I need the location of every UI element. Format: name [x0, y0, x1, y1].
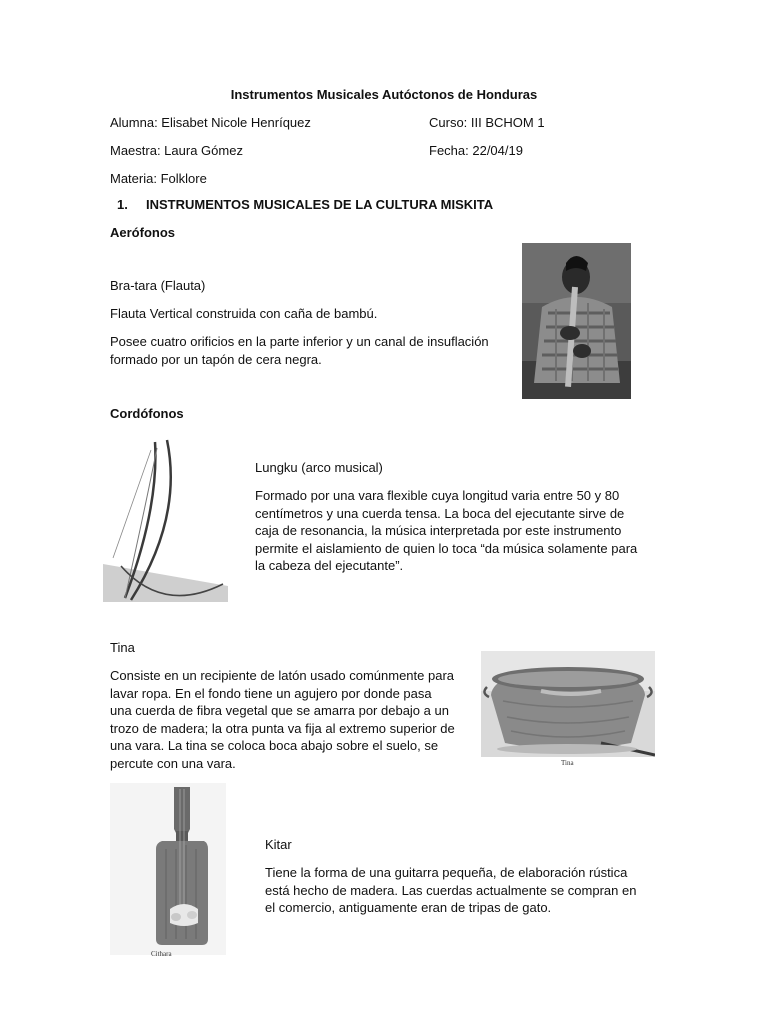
tina-desc: Consiste en un recipiente de latón usado comúnmente para lavar ropa. En el fondo tiene un agujero por donde pasa una cuerda de fibra vegetal que se amarra por debajo a un trozo de madera; la otra punta va fija al extremo superior de una vara. La tina se coloca boca abajo sobre el suelo, se percute con una vara. [110, 668, 455, 771]
tina-photo [481, 651, 655, 757]
student-name: Alumna: Elisabet Nicole Henríquez [110, 115, 311, 130]
lungku-bow-photo [103, 438, 228, 602]
tina-name: Tina [110, 640, 135, 655]
teacher-name: Maestra: Laura Gómez [110, 143, 243, 158]
kitar-desc: Tiene la forma de una guitarra pequeña, de elaboración rústica está hecho de madera. Las cuerdas actualmente se compran en el comercio, antiguamente eran de tripas de gato. [265, 865, 637, 915]
page-title: Instrumentos Musicales Autóctonos de Honduras [230, 87, 538, 102]
subject-label: Materia: Folklore [110, 171, 207, 186]
section-heading: INSTRUMENTOS MUSICALES DE LA CULTURA MISKITA [146, 197, 494, 212]
tina-caption: Tina [561, 759, 574, 767]
kitar-photo [110, 783, 226, 955]
date-label: Fecha: 22/04/19 [429, 143, 523, 158]
section-number: 1. [117, 197, 128, 212]
kitar-name: Kitar [265, 837, 292, 852]
flute-player-photo [522, 243, 631, 399]
course-label: Curso: III BCHOM 1 [429, 115, 545, 130]
bratara-name: Bra-tara (Flauta) [110, 278, 206, 293]
bratara-desc-2: Posee cuatro orificios en la parte inferior y un canal de insuflación formado por un tapón de cera negra. [110, 334, 489, 367]
bratara-desc-1: Flauta Vertical construida con caña de bambú. [110, 306, 378, 321]
cordofonos-heading: Cordófonos [110, 406, 184, 421]
aerofonos-heading: Aerófonos [110, 225, 175, 240]
lungku-desc: Formado por una vara flexible cuya longitud varia entre 50 y 80 centímetros y una cuerda tensa. La boca del ejecutante sirve de caja de resonancia, la música interpretada por este instrumento permite el aislamiento de quien lo toca “da música solamente para la cabeza del ejecutante”. [255, 488, 638, 573]
lungku-name: Lungku (arco musical) [255, 460, 383, 475]
kitar-caption: Cithara [151, 950, 172, 958]
